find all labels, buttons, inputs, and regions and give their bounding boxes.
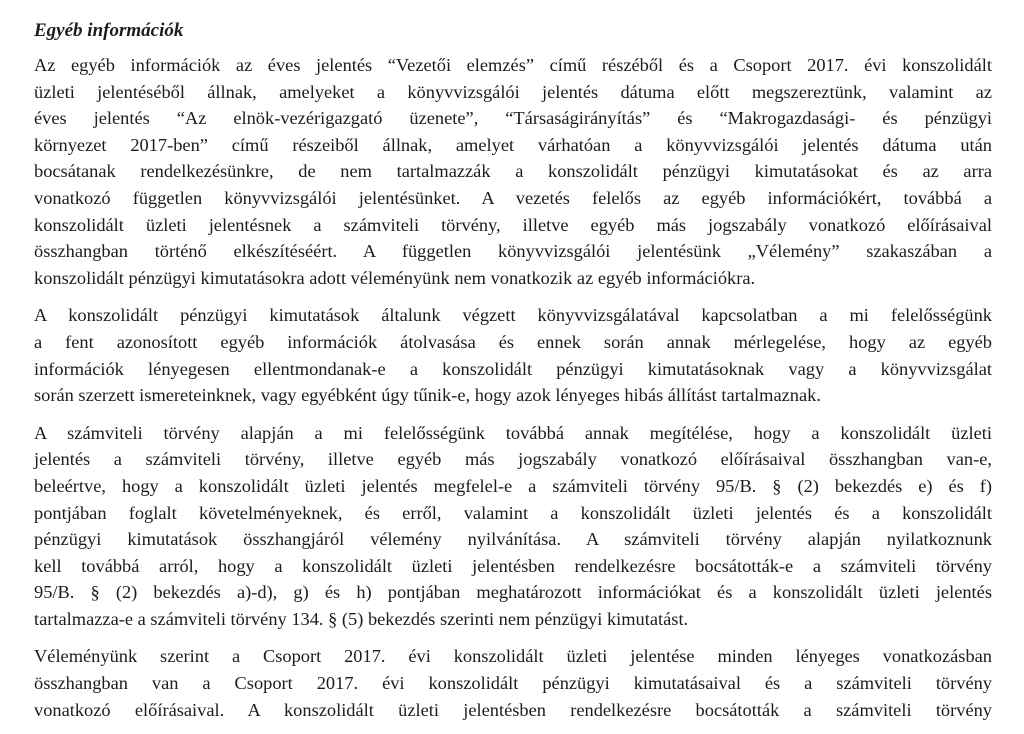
text-line: Véleményünk szerint a Csoport 2017. évi konszolidált üzleti jelentése minden lényeges vonatkozásban bbox=[34, 646, 992, 667]
text-line: vonatkozó előírásaival. A konszolidált üzleti jelentésben rendelkezésre bocsátották a számviteli törvény bbox=[34, 699, 992, 720]
text-line: A számviteli törvény alapján a mi felelősségünk továbbá annak megítélése, hogy a konszolidált üzleti bbox=[34, 422, 992, 443]
text-line: A konszolidált pénzügyi kimutatások általunk végzett könyvvizsgálatával kapcsolatban a mi felelősségünk bbox=[34, 305, 992, 326]
paragraph-opinion bbox=[34, 643, 992, 723]
text-line: környezet 2017-ben” című részeiből állnak, amelyet várhatóan a könyvvizsgálói jelentés dátuma után bbox=[34, 134, 992, 155]
text-line: konszolidált üzleti jelentésnek a számviteli törvény, illetve egyéb más jogszabály vonatkozó előírásaival bbox=[34, 214, 992, 235]
text-line: információk lényegesen ellentmondanak-e a konszolidált pénzügyi kimutatásoknak vagy a könyvvizsgálat bbox=[34, 358, 992, 379]
document-page bbox=[34, 18, 992, 734]
text-line: bocsátanak rendelkezésünkre, de nem tartalmazzák a konszolidált pénzügyi kimutatásokat és az arra bbox=[34, 161, 992, 182]
text-line: kell továbbá arról, hogy a konszolidált üzleti jelentésben rendelkezésre bocsátották-e a számviteli törvény bbox=[34, 555, 992, 576]
text-line: pontjában foglalt követelményeknek, és erről, valamint a konszolidált üzleti jelentés és a konszolidált bbox=[34, 502, 992, 523]
text-line: Az egyéb információk az éves jelentés “Vezetői elemzés” című részéből és a Csoport 2017. évi konszolidált bbox=[34, 55, 992, 75]
paragraph-accounting-act bbox=[34, 420, 992, 633]
text-line: éves jelentés “Az elnök-vezérigazgató üzenete”, “Társaságirányítás” és “Makrogazdasági- és pénzügyi bbox=[34, 108, 992, 129]
text-line: során szerzett ismereteinknek, vagy egyébként úgy tűnik-e, hogy azok lényeges hibás állítást tartalmaznak. bbox=[34, 385, 821, 406]
text-line: összhangban történő elkészítéséért. A független könyvvizsgálói jelentésünk „Vélemény” szakaszában a bbox=[34, 241, 992, 262]
text-line: pénzügyi kimutatások összhangjáról vélemény nyilvánítása. A számviteli törvény alapján nyilatkoznunk bbox=[34, 529, 992, 550]
text-line: üzleti jelentéséből állnak, amelyeket a könyvvizsgálói jelentés dátuma előtt megszereztünk, valamint az bbox=[34, 81, 992, 102]
text-line: összhangban van a Csoport 2017. évi konszolidált pénzügyi kimutatásaival és a számviteli törvény bbox=[34, 673, 992, 694]
paragraph-other-information bbox=[34, 52, 992, 291]
text-line: konszolidált pénzügyi kimutatásokra adott véleményünk nem vonatkozik az egyéb információkra. bbox=[34, 267, 756, 288]
text-line: vonatkozó független könyvvizsgálói jelentésünket. A vezetés felelős az egyéb információkért, továbbá a bbox=[34, 187, 992, 208]
text-line: a fent azonosított egyéb információk átolvasása és ennek során annak mérlegelése, hogy az egyéb bbox=[34, 331, 992, 352]
section-heading: Egyéb információk bbox=[34, 20, 184, 41]
text-line: 95/B. § (2) bekezdés a)-d), g) és h) pontjában meghatározott információkat és a konszolidált üzleti jelentés bbox=[34, 582, 992, 603]
text-line: beleértve, hogy a konszolidált üzleti jelentés megfelel-e a számviteli törvény 95/B. § (2) bekezdés e) és f) bbox=[34, 475, 992, 496]
paragraph-auditor-responsibility bbox=[34, 302, 992, 408]
text-line: tartalmazza-e a számviteli törvény 134. § (5) bekezdés szerinti nem pénzügyi kimutatást. bbox=[34, 608, 689, 629]
text-line: jelentés a számviteli törvény, illetve egyéb más jogszabály vonatkozó előírásaival összhangban van-e, bbox=[34, 449, 992, 470]
